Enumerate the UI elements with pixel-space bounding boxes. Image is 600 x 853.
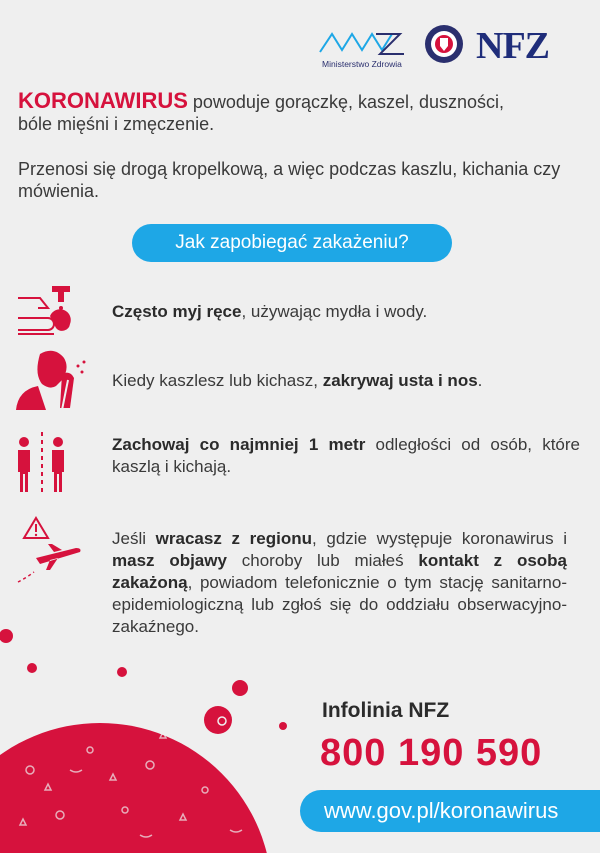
intro-line1: powoduje gorączkę, kaszel, duszności, <box>187 92 505 112</box>
ministry-label: Ministerstwo Zdrowia <box>322 59 402 69</box>
tip-2-bold: zakrywaj usta i nos <box>322 371 478 390</box>
infoline-phone[interactable]: 800 190 590 <box>320 732 543 774</box>
tip-1-bold: Często myj ręce <box>112 302 242 321</box>
tip-1-text: , używając mydła i wody. <box>241 302 428 321</box>
distance-icon <box>14 428 94 498</box>
intro-line2: bóle mięśni i zmęczenie. <box>18 114 215 134</box>
travel-warning-icon <box>14 512 94 592</box>
prevention-question-banner: Jak zapobiegać zakażeniu? <box>132 224 452 262</box>
tip-4-bold2: masz objawy <box>112 551 227 570</box>
cough-cover-icon <box>14 344 94 414</box>
infoline-label: Infolinia NFZ <box>322 699 450 722</box>
tip-3-bold: Zachowaj co najmniej 1 metr <box>112 435 366 454</box>
tip-4-text4: , powiadom telefonicznie o tym stację sanitarno-epidemiologiczną lub zgłoś się do oddziału obserwacyjno-zakaźnego. <box>112 573 567 636</box>
tip-2-end: . <box>477 371 483 390</box>
sanitary-inspection-seal <box>424 24 464 64</box>
tip-1 <box>112 301 582 323</box>
tip-2 <box>112 370 582 392</box>
nfz-logo: NFZ <box>476 25 549 67</box>
tip-4-text2: , gdzie występuje koronawirus i <box>311 529 568 548</box>
tip-4-bold1: wracasz z regionu <box>155 529 312 548</box>
transmission-paragraph: Przenosi się drogą kropelkową, a więc podczas kaszlu, kichania czy mówienia. <box>18 159 561 201</box>
header-logos <box>316 22 586 72</box>
handwashing-icon <box>14 282 94 352</box>
tip-2-text: Kiedy kaszlesz lub kichasz, <box>112 371 323 390</box>
tip-4-text3: choroby lub miałeś <box>226 551 419 570</box>
virus-decoration <box>0 620 320 853</box>
tip-3-text: odległości od osób, które kaszlą i kichają. <box>112 435 580 476</box>
tip-4-text1: Jeśli <box>112 529 156 548</box>
intro-paragraph <box>18 90 578 135</box>
tip-3 <box>112 434 580 478</box>
website-link[interactable]: www.gov.pl/koronawirus <box>300 790 600 832</box>
intro-highlight: KORONAWIRUS <box>18 88 188 113</box>
tip-4-bold3: kontakt z osobą zakażoną <box>112 551 568 592</box>
